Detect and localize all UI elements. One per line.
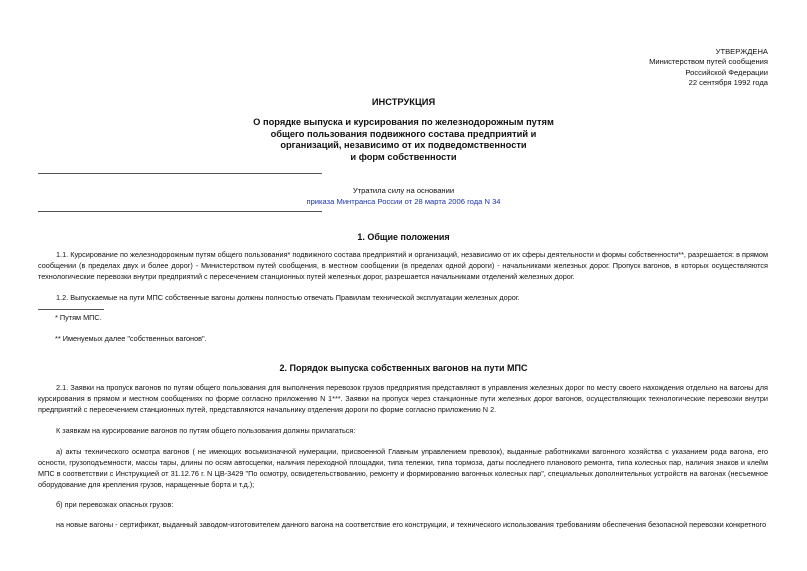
paragraph-2-1 xyxy=(38,383,768,416)
divider-bottom xyxy=(38,211,322,212)
repeal-order-link[interactable]: приказа Минтранса России от 28 марта 2006 года N 34 xyxy=(306,196,501,206)
status-block xyxy=(0,186,807,207)
document-type: ИНСТРУКЦИЯ xyxy=(371,97,436,107)
paragraph-text: 1.2. Выпускаемые на пути МПС собственные вагоны должны полностью отвечать Правилам технической эксплуатации железных дорог. xyxy=(56,293,520,302)
divider-top xyxy=(38,173,322,174)
approval-line: Министерством путей сообщения xyxy=(649,57,768,67)
title-line: О порядке выпуска и курсирования по железнодорожным путям xyxy=(253,117,554,127)
paragraph-text: б) при перевозках опасных грузов: xyxy=(56,500,174,509)
footnote-1: * Путям МПС. xyxy=(55,313,102,322)
footnote-2: ** Именуемых далее "собственных вагонов". xyxy=(55,334,207,343)
paragraph-2-2 xyxy=(38,426,768,437)
paragraph-text: К заявкам на курсирование вагонов по путям общего пользования должны прилагаться: xyxy=(56,426,356,435)
paragraph-text: на новые вагоны - сертификат, выданный заводом-изготовителем данного вагона на соответствие его конструкции, и технического использования требованиям обеспечения безопасной перевозки конкретного xyxy=(56,520,767,529)
approval-block xyxy=(649,47,768,89)
document-title xyxy=(0,117,807,163)
paragraph-2-4 xyxy=(38,500,768,511)
paragraph-text: 2.1. Заявки на пропуск вагонов по путям общего пользования для выполнения перевозок грузов предприятия представляют в управления железных дорог по месту своего нахождения отдельно на вагоны для курсирования в прямом и местном сообщениях по форме согласно приложению N 1***. Заявки на пропуск через станционные пути железных дорог вагонов, осуществляющих технологические перевозки внутри предприятий с пересечением станционных путей, представляются начальнику отделения дороги по форме согласно приложению N 2. xyxy=(38,383,768,414)
section-heading-1: 1. Общие положения xyxy=(357,232,450,242)
paragraph-1-1 xyxy=(38,250,768,283)
title-line: организаций, независимо от их подведомственности xyxy=(280,140,527,151)
title-line: и форм собственности xyxy=(350,151,457,162)
status-label: Утратила силу на основании xyxy=(352,186,455,195)
title-line: общего пользования подвижного состава предприятий и xyxy=(270,128,537,139)
paragraph-text: 1.1. Курсирование по железнодорожным путям общего пользования* подвижного состава предприятий и организаций, независимо от их сферы деятельности и формы собственности**, разрешается: в прямом сообщении (в пределах двух и более дорог) - Министерством путей сообщения, в местном сообщении (в пределах одной дороги) - начальниками железных дорог. Пропуск вагонов, в которых осуществляются технологические перевозки внутри предприятий с пересечением станционных путей железных дорог, разрешается начальниками отделений железных дорог. xyxy=(38,250,768,281)
approval-line: Российской Федерации xyxy=(685,67,768,77)
approval-line: 22 сентября 1992 года xyxy=(688,78,768,88)
section-heading-2: 2. Порядок выпуска собственных вагонов на пути МПС xyxy=(279,363,528,373)
footnote-divider xyxy=(38,309,104,310)
paragraph-2-3 xyxy=(38,447,768,491)
paragraph-text: а) акты технического осмотра вагонов ( не имеющих восьмизначной нумерации, присвоенной Главным управлением превозок), выданные работниками вагонного хозяйства с указанием рода вагона, его осности, грузоподъемности, массы тары, длины по осям автосцепки, наличия переходной площадки, типа тележки, типа тормоза, даты последнего планового ремонта, типа колесных пар, наличия знаков и клейм МПС в соответствии с Инструкцией от 31.12.76 г. N ЦВ-3429 "По осмотру, освидетельствованию, ремонту и формированию вагонных колесных пар", специальных дополнительных устройств на вагонах (несъемное оборудование для крепления грузов, наращенные борта и т.д.); xyxy=(38,447,768,489)
paragraph-1-2 xyxy=(38,293,768,304)
paragraph-2-5 xyxy=(38,520,768,531)
approval-line: УТВЕРЖДЕНА xyxy=(715,47,768,56)
